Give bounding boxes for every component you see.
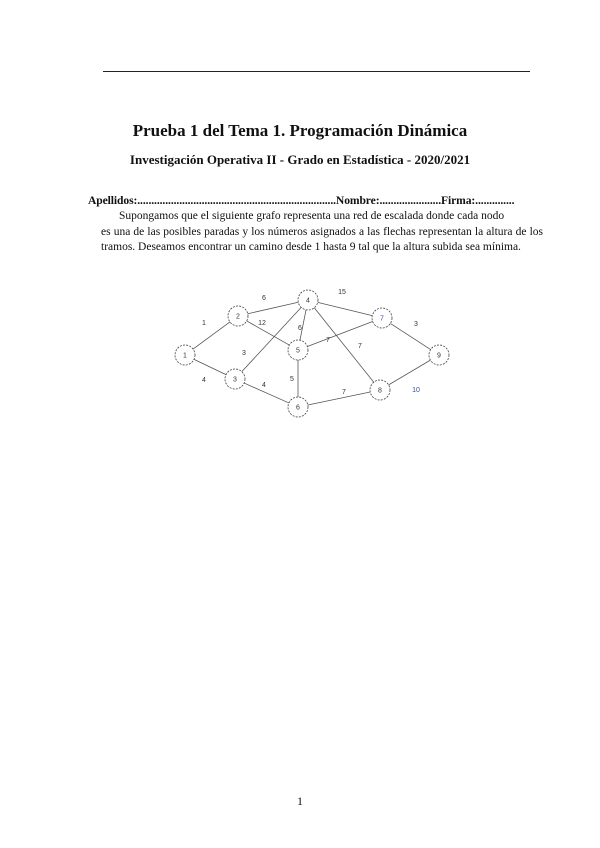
edge-1-3	[194, 359, 226, 374]
edge-1-2	[193, 322, 230, 349]
edge-weight-5-6: 5	[290, 376, 294, 383]
node-label-3: 3	[233, 376, 237, 384]
edge-weight-4-5: 6	[298, 325, 302, 332]
node-6	[288, 397, 308, 417]
edge-4-7	[318, 302, 373, 315]
node-8	[370, 380, 390, 400]
edge-weight-1-2: 1	[202, 320, 206, 327]
network-graph	[160, 280, 460, 430]
edge-weight-2-5: 12	[258, 320, 266, 327]
node-3	[225, 369, 245, 389]
edge-weight-3-4: 3	[242, 350, 246, 357]
edge-weight-8-9: 10	[412, 387, 420, 394]
edge-weight-2-4: 6	[262, 295, 266, 302]
node-2	[228, 306, 248, 326]
edge-3-4	[242, 307, 301, 371]
document-title: Prueba 1 del Tema 1. Programación Dinámica	[132, 121, 468, 140]
edge-weight-6-8: 7	[342, 389, 346, 396]
node-label-2: 2	[236, 313, 240, 321]
node-9	[429, 345, 449, 365]
node-label-9: 9	[437, 352, 441, 360]
node-label-7: 7	[380, 315, 384, 323]
node-5	[288, 340, 308, 360]
edge-weight-1-3: 4	[202, 377, 206, 384]
node-7	[372, 308, 392, 328]
node-label-5: 5	[296, 347, 300, 355]
edge-weight-7-9: 3	[414, 321, 418, 328]
node-label-8: 8	[378, 387, 382, 395]
edge-4-8	[314, 308, 374, 382]
page-number: 1	[297, 794, 303, 808]
edge-5-7	[307, 322, 372, 347]
problem-statement-rest: es una de las posibles paradas y los números asignados a las flechas representan la altura de los tramos. Deseamos encontrar un camino desde 1 hasta 9 tal que la altura subida sea mínima.	[101, 225, 543, 253]
edge-2-5	[247, 321, 290, 345]
edge-6-8	[308, 392, 370, 405]
node-label-4: 4	[306, 297, 310, 305]
node-label-6: 6	[296, 404, 300, 412]
edge-3-6	[244, 383, 289, 403]
node-1	[175, 345, 195, 365]
edge-7-9	[390, 323, 430, 349]
edge-weight-5-7: 7	[326, 337, 330, 344]
network-graph-svg	[160, 280, 460, 430]
problem-statement-line1: Supongamos que el siguiente grafo representa una red de escalada donde cada nodo	[119, 210, 505, 222]
edge-weight-3-6: 4	[262, 382, 266, 389]
name-fields-line: Apellidos:.......................................................................Nombre:......................Firma:..............	[88, 194, 515, 207]
problem-statement	[101, 209, 543, 256]
document-subtitle: Investigación Operativa II - Grado en Estadística - 2020/2021	[129, 152, 471, 167]
edge-weight-4-8: 7	[358, 343, 362, 350]
edge-2-4	[248, 302, 299, 314]
edge-8-9	[389, 360, 431, 385]
edge-weight-4-7: 15	[338, 289, 346, 296]
node-label-1: 1	[183, 352, 187, 360]
header-rule	[103, 71, 530, 72]
node-4	[298, 290, 318, 310]
